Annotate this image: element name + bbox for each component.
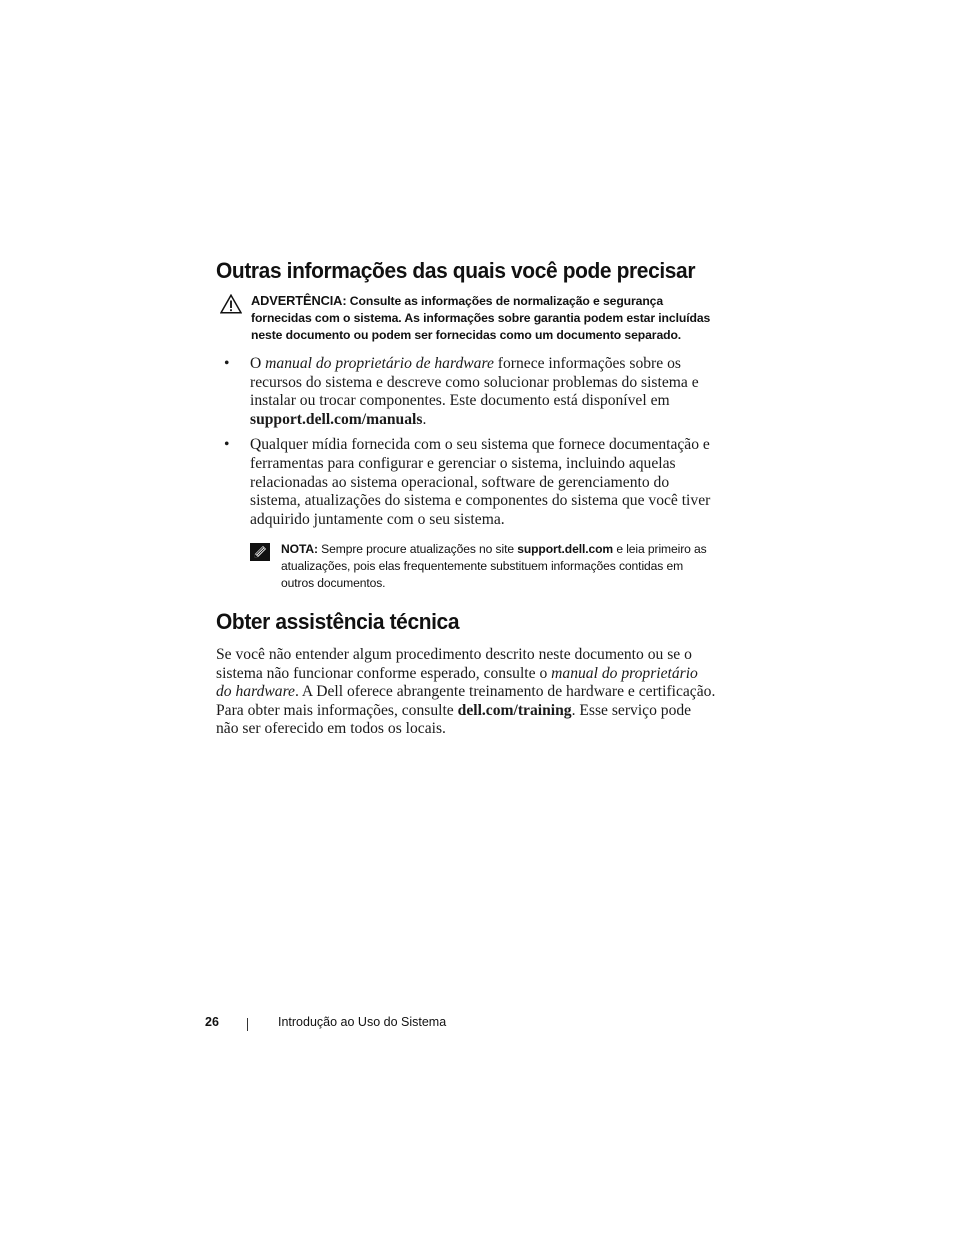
bullet-text: O [250,355,266,372]
owners-manual-title: manual do proprietário de hardware [265,355,494,372]
warning-text [251,292,716,344]
hardware-manual-title: manual do proprietário do hardware [216,664,698,701]
footer-divider [247,1018,248,1031]
note-body: Sempre procure atualizações no site [317,542,518,557]
tech-support-paragraph [216,646,716,739]
note-box [250,541,716,592]
support-manuals-link[interactable]: support.dell.com/manuals [250,410,423,428]
note-text [281,541,716,592]
warning-label: ADVERTÊNCIA: [251,293,347,308]
list-item [216,436,716,529]
warning-body: Consulte as informações de normalização e segurança fornecidas com o sistema. As informações sobre garantia podem estar incluídas neste documento ou podem ser fornecidas como um documento separado. [251,294,711,342]
bullet-text: . [422,410,427,428]
paragraph-text: Se você não entender algum procedimento descrito neste documento ou se o sistema não funcionar conforme esperado, consulte o [216,646,692,682]
bullet-text: Qualquer mídia fornecida com o seu sistema que fornece documentação e ferramentas para configurar e gerenciar o sistema, incluindo aquelas relacionadas ao sistema operacional, software de gerenciamento do sistema, atualizações do sistema e componentes do sistema que você tiver adquirido juntamente com o seu sistema. [250,436,711,528]
list-item [216,355,716,429]
section-heading-other-info: Outras informações das quais você pode precisar [216,258,696,283]
bullet-text: fornece informações sobre os recursos do sistema e descreve como solucionar problemas do sistema e instalar ou trocar componentes. Este documento está disponível em [250,355,699,410]
bullet-icon: • [224,355,230,372]
training-link[interactable]: dell.com/training [457,701,572,719]
warning-triangle-icon [220,294,242,314]
note-pencil-icon [250,543,270,561]
note-body: e leia primeiro as atualizações, pois elas frequentemente substituem informações contidas em outros documentos. [281,542,707,591]
chapter-title: Introdução ao Uso do Sistema [278,1015,447,1029]
section-heading-tech-support: Obter assistência técnica [216,609,460,634]
info-bullet-list [216,355,716,592]
paragraph-text: . Esse serviço pode não ser oferecido em todos os locais. [216,701,692,738]
bullet-icon: • [224,436,230,454]
note-label: NOTA: [281,542,318,557]
page-number: 26 [205,1015,219,1029]
support-link[interactable]: support.dell.com [517,542,614,557]
warning-box [216,292,716,344]
paragraph-text: . A Dell oferece abrangente treinamento de hardware e certificação. Para obter mais informações, consulte [216,683,716,719]
